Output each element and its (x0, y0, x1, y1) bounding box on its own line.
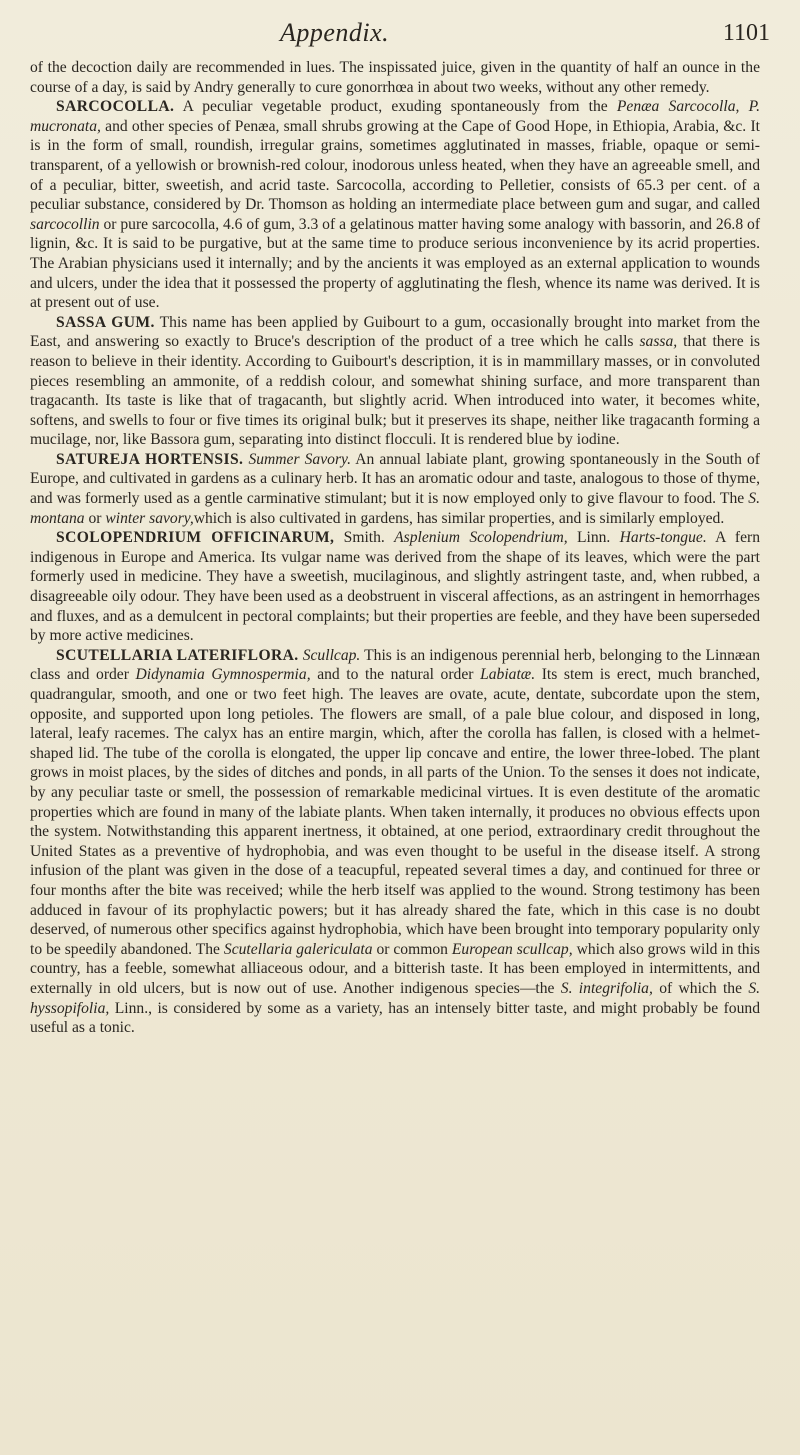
text-run: This name has been applied by Guibourt to a gum, occasionally brought into market from the East, and answering so exactly to Bruce's description of the product of a tree which he calls (30, 313, 760, 351)
text-run: which also grows wild in this country, has a feeble, somewhat alliaceous odour, and a bitterish taste. It has been employed in intermittents, and externally in old ulcers, but is now out of use. Another indigenous species—the (30, 940, 760, 997)
paragraph (30, 313, 760, 450)
text-run: A peculiar vegetable product, exuding spontaneously from the (174, 98, 617, 116)
italic-term: S. hyssopifolia, (30, 979, 761, 1017)
text-run: or (84, 509, 106, 527)
italic-term: winter savory, (105, 509, 194, 527)
text-run: Smith. (334, 529, 395, 547)
italic-term: sassa, (639, 333, 678, 351)
italic-term: Scutellaria galericulata (223, 940, 373, 958)
paragraph (30, 528, 760, 646)
page-header (0, 18, 800, 58)
text-run: of the decoction daily are recommended in lues. The inspissated juice, given in the quantity of half an ounce in the course of a day, is said by Andry generally to cure gonorrhœa in about two weeks, without any other remedy. (30, 59, 760, 96)
paragraph (30, 646, 760, 1038)
italic-term: S. montana (30, 490, 760, 527)
text-run: which is also cultivated in gardens, has similar properties, and is similarly employed. (193, 509, 725, 527)
entry-heading: SASSA GUM. (56, 313, 155, 331)
running-head: Appendix. (280, 18, 390, 47)
paragraph (30, 58, 760, 97)
entry-heading: SCUTELLARIA LATERIFLORA. (56, 646, 299, 664)
entry-heading: SATUREJA HORTENSIS. (56, 450, 244, 468)
italic-term: S. integrifolia, (560, 979, 653, 997)
text-run: and other species of Penæa, small shrubs growing at the Cape of Good Hope, in Ethiopia, Arabia, &c. It is in the form of small, roundish, irregular grains, sometimes agglutinated in masses, friable, opaque or semi-transparent, of a yellowish or brownish-red colour, inodorous unless heated, when they have an agreeable smell, and of a peculiar, bitter, sweetish, and acrid taste. Sarcocolla, according to Pelletier, consists of 65.3 per cent. of a peculiar substance, considered by Dr. Thomson as holding an intermediate place between gum and sugar, and called (30, 117, 760, 214)
text-run: and to the natural order (310, 666, 481, 684)
italic-term: European scullcap, (451, 940, 573, 958)
italic-term: Penæa Sarcocolla, P. mucronata, (30, 98, 761, 135)
italic-term: Asplenium Scolopendrium, (394, 529, 568, 547)
entry-heading: SARCOCOLLA. (56, 98, 175, 116)
italic-term: sarcocollin (30, 215, 100, 233)
italic-term: Labiatæ. (480, 666, 536, 684)
text-run: or pure sarcocolla, 4.6 of gum, 3.3 of a gelatinous matter having some analogy with bassorin, and 26.8 of lignin, &c. It is said to be purgative, but at the same time to produce serious inconvenience by its acrid properties. The Arabian physicians used it internally; and by the ancients it was employed as an external application to wounds and ulcers, under the idea that it possessed the property of agglutinating the flesh, whence its name was derived. It is at present out of use. (30, 215, 761, 312)
page-number: 1101 (722, 20, 770, 46)
text-run: Its stem is erect, much branched, quadrangular, smooth, and one or two feet high. The leaves are ovate, acute, dentate, subcordate upon the stem, opposite, and supported upon long petioles. The flowers are small, of a pale blue colour, and disposed in long, lateral, leafy racemes. The calyx has an entire margin, which, after the corolla has fallen, is closed with a helmet-shaped lid. The tube of the corolla is elongated, the upper lip concave and entire, the lower three-lobed. The plant grows in moist places, by the sides of ditches and ponds, in all parts of the Union. To the senses it does not indicate, by any peculiar taste or smell, the possession of remarkable medicinal virtues. It is even destitute of the aromatic properties which are found in many of the labiate plants. When taken internally, it produces no obvious effects upon the system. Notwithstanding this apparent inertness, it obtained, at one period, extraordinary credit throughout the United States as a preventive of hydrophobia, and was even thought to be useful in the disease itself. A strong infusion of the plant was given in the dose of a teacupful, repeated several times a day, and continued for three or four months after the bite was received; while the herb itself was applied to the wound. Strong testimony has been adduced in favour of its prophylactic powers; but it has already shared the fate, which in this case is no doubt deserved, of numerous other specifics against hydrophobia, which have been brought into temporary popularity only to be speedily abandoned. The (30, 666, 760, 958)
paragraph (30, 97, 760, 313)
italic-term: Didynamia Gymnospermia, (135, 666, 311, 684)
entry-heading: SCOLOPENDRIUM OFFICINARUM, (56, 529, 335, 547)
text-run: Linn., is considered by some as a variety, has an intensely bitter taste, and might probably be found useful as a tonic. (30, 999, 760, 1037)
text-run: that there is reason to believe in their identity. According to Guibourt's description, it is in mammillary masses, or in convoluted pieces resembling an ammonite, of a reddish colour, and somewhat shining surface, and more transparent than tragacanth. Its taste is like that of tragacanth, but slightly acrid. When introduced into water, it becomes white, softens, and swells to four or five times its original bulk; but it preserves its shape, neither like tragacanth forming a mucilage, nor, like Bassora gum, separating into distinct flocculi. It is rendered blue by iodine. (30, 333, 760, 449)
text-run: of which the (652, 979, 749, 997)
text-run: An annual labiate plant, growing spontaneously in the South of Europe, and cultivated in gardens as a culinary herb. It has an aromatic odour and taste, analogous to those of thyme, and was formerly used as a gentle carminative stimulant; but it is now employed only to give flavour to food. The (30, 450, 760, 508)
italic-term: Summer Savory. (248, 450, 351, 468)
italic-term: Harts-tongue. (619, 529, 707, 547)
text-run: or common (372, 940, 452, 958)
page-body (30, 58, 760, 1038)
italic-term: Scullcap. (302, 646, 361, 664)
text-run: Linn. (567, 529, 620, 547)
text-run: A fern indigenous in Europe and America. Its vulgar name was derived from the shape of its leaves, which were the part formerly used in medicine. They have a sweetish, mucilaginous, and slightly astringent taste, and, when rubbed, a disagreeable oily odour. They have been used as a deobstruent in visceral affections, as an astringent in hemorrhages and fluxes, and as a demulcent in pectoral complaints; but their properties are feeble, and they have been superseded by more active medicines. (30, 529, 761, 645)
paragraph (30, 450, 760, 528)
text-run: This is an indigenous perennial herb, belonging to the Linnæan class and order (30, 646, 761, 684)
